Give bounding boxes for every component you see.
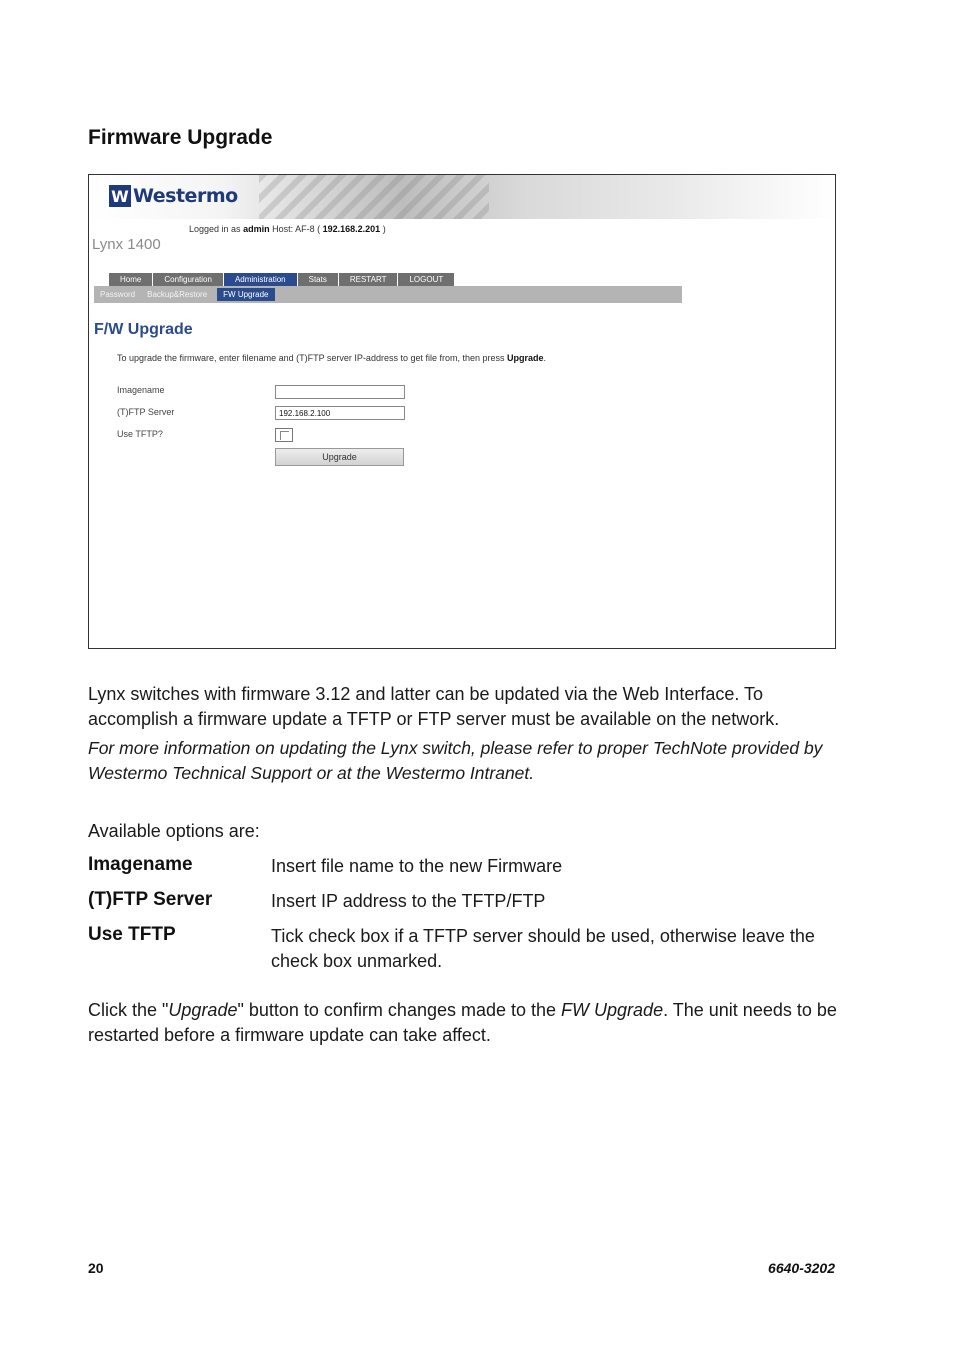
subtab-password[interactable]: Password [100,290,136,299]
host-ip: 192.168.2.201 [322,224,381,234]
use-tftp-label: Use TFTP? [117,429,163,439]
subtab-backup-restore[interactable]: Backup&Restore [147,290,208,299]
option-desc-ftp-server: Insert IP address to the TFTP/FTP [271,891,546,911]
product-name: Lynx 1400 [92,236,161,253]
westermo-logo [109,183,238,209]
document-number: 6640-3202 [768,1260,835,1276]
imagename-input[interactable] [275,385,405,399]
tab-home[interactable]: Home [109,273,152,286]
login-status: Logged in as admin Host: AF-8 ( 192.168.2.201 ) [189,224,386,234]
header-banner [89,175,835,219]
login-user: admin [243,224,270,234]
imagename-label: Imagename [117,385,165,395]
server-input[interactable] [275,406,405,420]
option-name-use-tftp: Use TFTP [88,924,176,945]
tab-restart[interactable]: RESTART [339,273,398,286]
closing-paragraph: Click the "Upgrade" button to confirm changes made to the FW Upgrade. The unit needs to be restarted before a firmware update can take affect. [88,1000,837,1045]
sub-nav [94,286,682,303]
option-name-ftp-server: (T)FTP Server [88,889,213,910]
page-number: 20 [88,1260,104,1276]
options-intro: Available options are: [88,821,260,841]
logo-mark-icon: W [109,185,131,207]
tab-administration[interactable]: Administration [224,273,297,286]
web-interface-screenshot [88,174,836,649]
instruction-text: To upgrade the firmware, enter filename and (T)FTP server IP-address to get file from, then press Upgrade. [117,353,547,363]
paragraph-intro: Lynx switches with firmware 3.12 and latter can be updated via the Web Interface. To accomplish a firmware update a TFTP or FTP server must be available on the network. [88,684,780,729]
upgrade-button[interactable]: Upgrade [275,448,404,466]
banner-decoration [259,175,489,219]
section-title: Firmware Upgrade [88,126,273,149]
use-tftp-checkbox[interactable] [275,428,293,442]
option-desc-imagename: Insert file name to the new Firmware [271,856,563,876]
page-heading: F/W Upgrade [94,321,193,338]
tab-logout[interactable]: LOGOUT [398,273,454,286]
tab-configuration[interactable]: Configuration [153,273,223,286]
subtab-fw-upgrade[interactable]: FW Upgrade [217,288,274,301]
option-name-imagename: Imagename [88,854,193,875]
main-nav [109,273,455,286]
paragraph-note: For more information on updating the Lynx switch, please refer to proper TechNote provided by Westermo Technical Support or at the Westermo Intranet. [88,738,823,783]
option-desc-use-tftp: Tick check box if a TFTP server should be used, otherwise leave the check box unmarked. [271,926,815,971]
logo-text: Westermo [133,185,238,207]
tab-stats[interactable]: Stats [298,273,338,286]
server-label: (T)FTP Server [117,407,175,417]
